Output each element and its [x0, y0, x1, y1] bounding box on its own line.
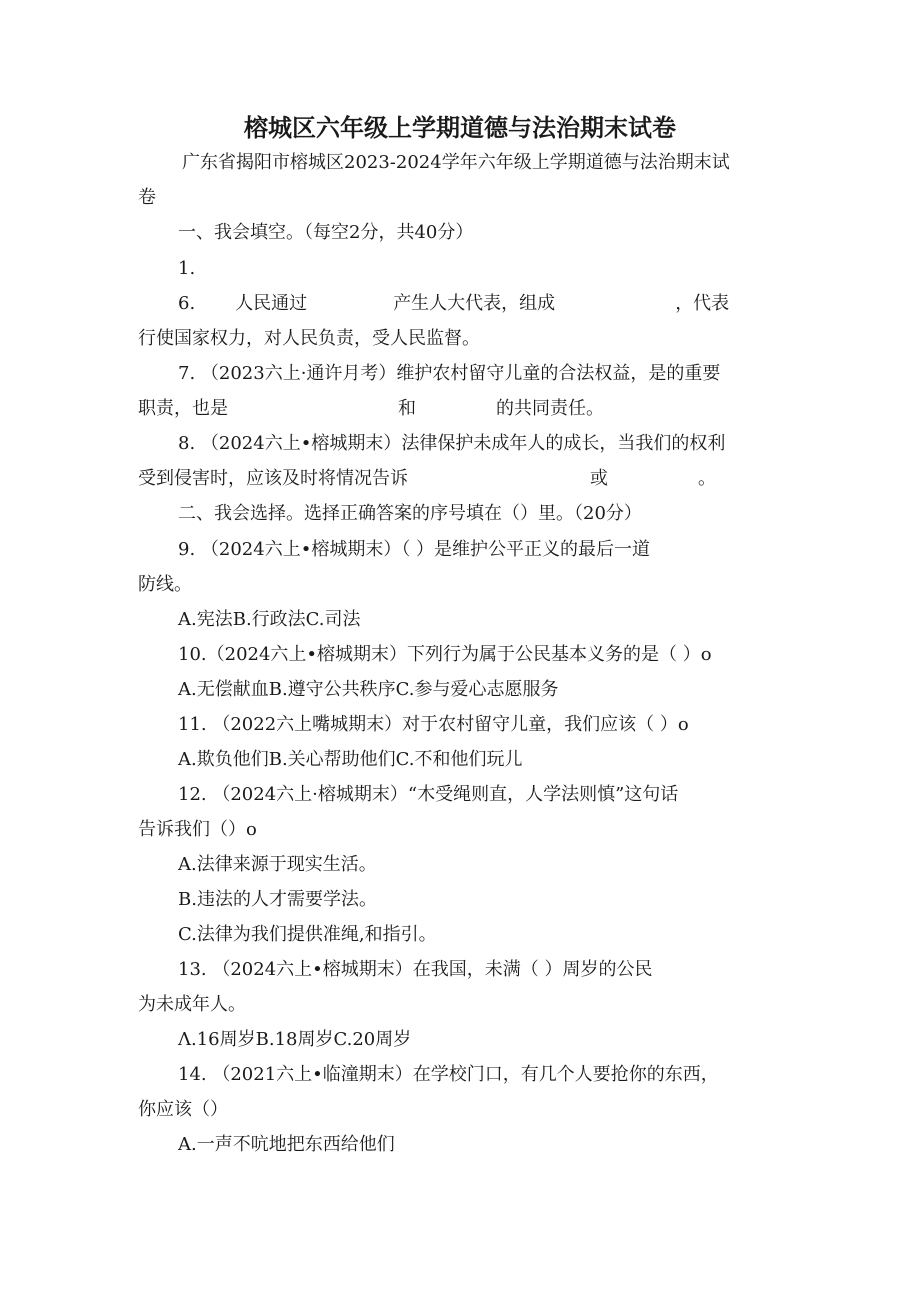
question-8-line-2 — [138, 467, 716, 491]
question-11-options: A.欺负他们B.关心帮助他们C.不和他们玩儿 — [178, 749, 523, 770]
question-number: 6. — [178, 293, 196, 314]
question-text: 或 — [590, 468, 608, 489]
question-12-option-c: C.法律为我们提供准绳,和指引。 — [178, 924, 437, 945]
question-text: 的共同责任。 — [496, 398, 604, 419]
question-9-line-2: 防线。 — [138, 574, 192, 595]
question-14-line-1: 14. （2021六上•临潼期末）在学校门口，有几个人要抢你的东西， — [178, 1064, 719, 1085]
question-9-options: A.宪法B.行政法C.司法 — [178, 609, 361, 630]
question-12-line-2: 告诉我们（）o — [138, 819, 257, 840]
question-6-line-1 — [178, 292, 729, 316]
question-13-line-2: 为未成年人。 — [138, 994, 246, 1015]
question-text: ，代表 — [675, 293, 730, 314]
question-10-line-1: 10.（2024六上•榕城期末）下列行为属于公民基本义务的是（ ）o — [178, 644, 712, 665]
question-13-options: Λ.16周岁B.18周岁C.20周岁 — [178, 1029, 412, 1050]
question-6-line-2: 行使国家权力，对人民负责，受人民监督。 — [138, 328, 480, 349]
question-12-line-1: 12. （2024六上·榕城期末）“木受绳则直，人学法则慎”这句话 — [178, 784, 679, 805]
question-text: 职责，也是 — [138, 398, 228, 419]
question-text: 受到侵害时，应该及时将情况告诉 — [138, 468, 408, 489]
question-14-option-a: A.一声不吭地把东西给他们 — [178, 1134, 395, 1155]
question-12-option-b: B.违法的人才需要学法。 — [178, 889, 377, 910]
question-13-line-1: 13. （2024六上•榕城期末）在我国，未满（ ）周岁的公民 — [178, 959, 653, 980]
question-12-option-a: A.法律来源于现实生活。 — [178, 854, 377, 875]
question-14-line-2: 你应该（） — [138, 1099, 228, 1120]
question-text: 。 — [698, 468, 716, 489]
question-7-line-1: 7. （2023六上·通许月考）维护农村留守儿童的合法权益，是的重要 — [178, 363, 721, 384]
question-11-line-1: 11. （2022六上嘴城期末）对于农村留守儿童，我们应该（ ）o — [178, 714, 689, 735]
question-text: 人民通过 — [235, 293, 308, 314]
question-1: 1. — [178, 258, 196, 279]
subtitle-line-1: 广东省揭阳市榕城区2023-2024学年六年级上学期道德与法治期末试 — [182, 152, 730, 173]
question-text: 产生人大代表，组成 — [393, 293, 556, 314]
subtitle-line-2: 卷 — [138, 187, 156, 208]
question-text: 和 — [398, 398, 416, 419]
question-10-options: A.无偿献血B.遵守公共秩序C.参与爱心志愿服务 — [178, 679, 559, 700]
question-8-line-1: 8. （2024六上•榕城期末）法律保护未成年人的成长，当我们的权利 — [178, 433, 726, 454]
section-2-heading: 二、我会选择。选择正确答案的序号填在（）里。（20分） — [178, 503, 642, 524]
section-1-heading: 一、我会填空。（每空2分，共40分） — [178, 222, 474, 243]
question-7-line-2 — [138, 397, 604, 421]
page-title: 榕城区六年级上学期道德与法治期末试卷 — [244, 114, 676, 142]
question-9-line-1: 9. （2024六上•榕城期末）（ ）是维护公平正义的最后一道 — [178, 539, 651, 560]
